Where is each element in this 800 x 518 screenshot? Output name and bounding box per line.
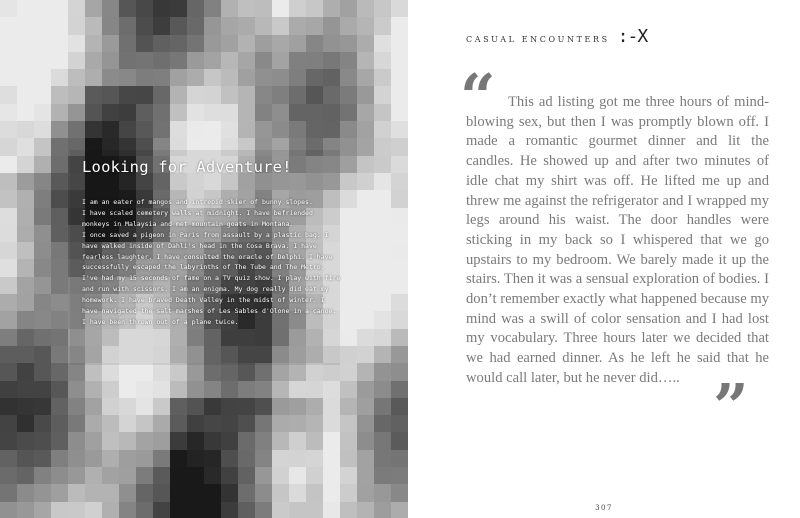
page-number: 307 [595, 504, 613, 512]
close-quote-mark: ” [713, 370, 749, 443]
story-text: This ad listing got me three hours of mind-blowing sex, but then I was promptly blown off. I made a romantic gourmet dinner and lit the candles. He showed up and after two minutes of idle chat my shirt was off. He lifted me up and threw me against the refrigerator and I wrapped my legs around his waist. The door handles were sticking in my back so I whispered that we go upstairs to my bedroom. We barely made it up the stairs. Then it was a sensual exploration of bodies. I don’t remember exactly what happened because my mind was a swill of color sensation and I had lost my vocabulary. Three hours later we decided that we had earned dinner. As he left he said that he would call later, but he never did….. [466, 94, 769, 386]
ad-line: I once saved a pigeon in Paris from assault by a plastic bag. I have walked inside of Dahli's head in the Cosa Brava. I have fearless laughter. I have consulted the oracle of Delphi. I have successfully escaped the labyrinths of The Tube and The Metro. I've had my 15 seconds of fame on a TV quiz show. I play with fire and run with scissors. I am an enigma. My dog really did eat my homework. I have braved Death Valley in the midst of winter. I have navigated the salt marshes of Les Sables d'Olone in a canoe. I have been thrown out of a plane twice. [82, 230, 341, 326]
ad-heading: Looking for Adventure! [82, 158, 292, 176]
open-quote-mark: “ [460, 60, 496, 133]
section-title: CASUAL ENCOUNTERS [466, 35, 610, 44]
ad-line: I am an eater of mangos and intrepid skier of bunny slopes. [82, 198, 313, 206]
right-page [408, 0, 800, 518]
ad-line: I have scaled cemetery walls at midnight. I have befriended monkeys in Malaysia and met mountain goats in Montana. [82, 208, 313, 228]
ad-body [82, 197, 344, 328]
page-header [466, 26, 647, 47]
emoticon-mark: :-X [617, 26, 648, 47]
